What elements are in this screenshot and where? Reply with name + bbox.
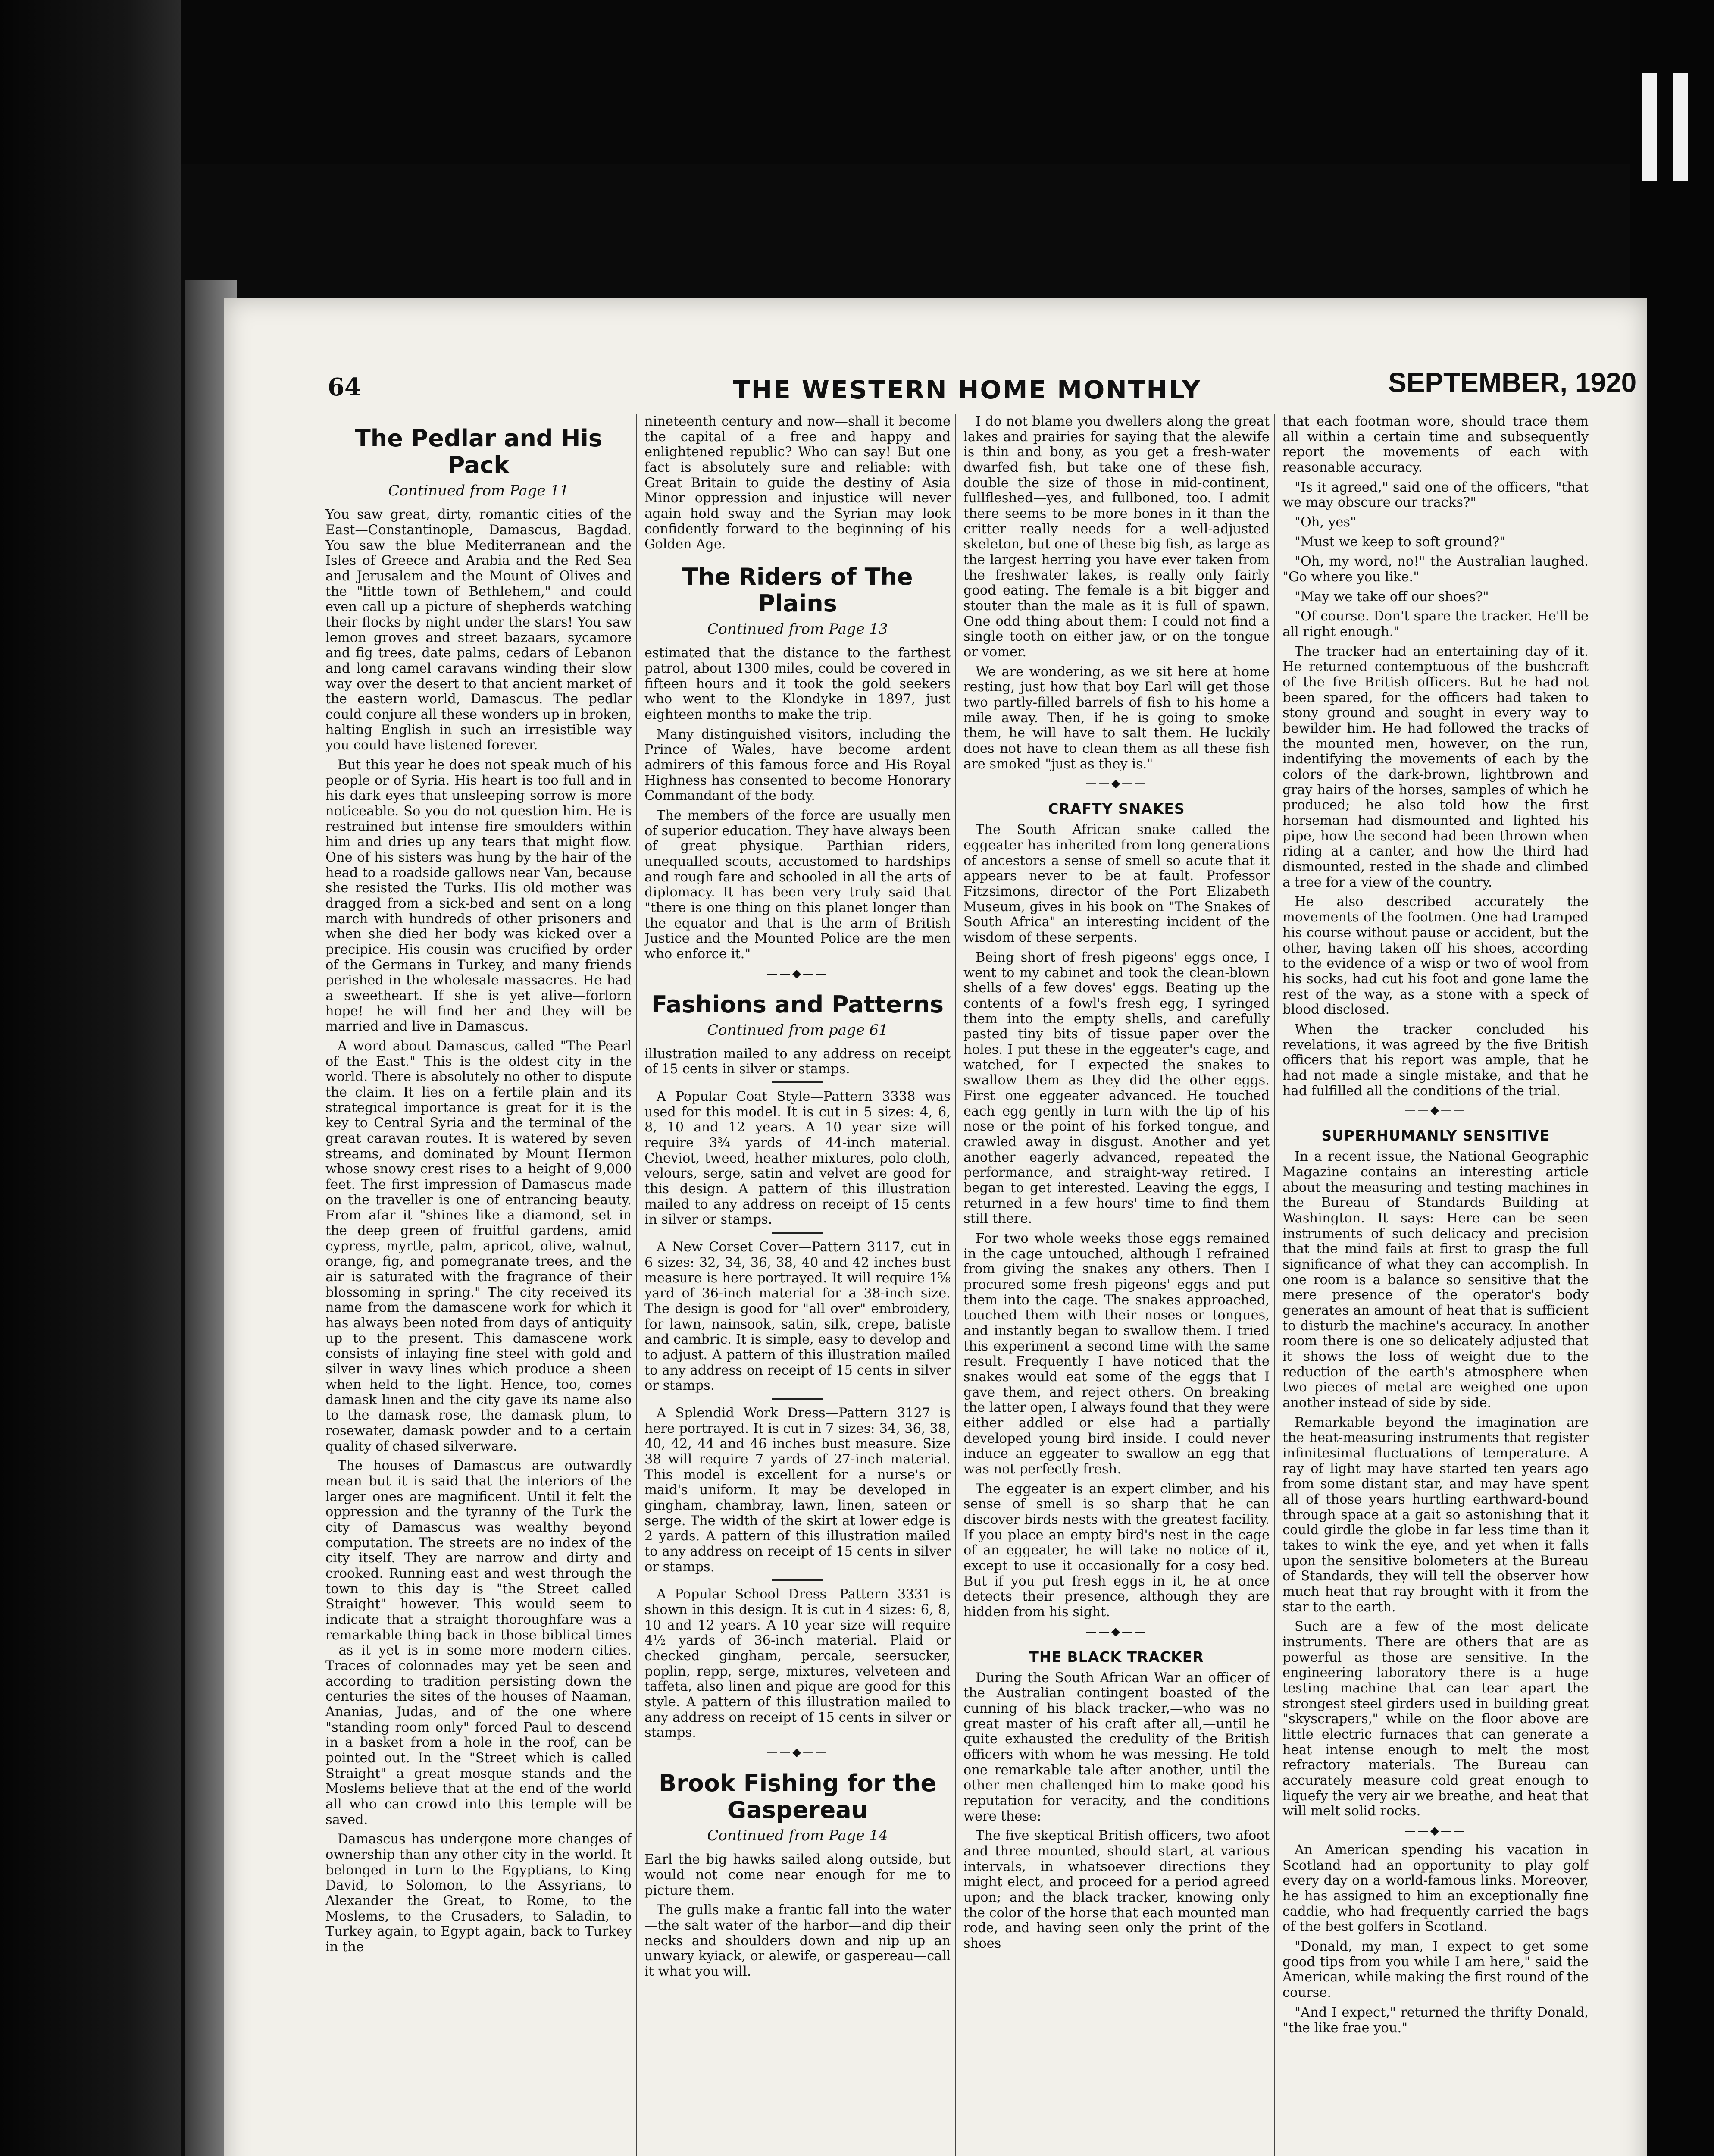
paragraph: A word about Damascus, called "The Pearl of the East." This is the oldest city in the world. There is absolutely no other to dispute the claim. It lies on a fertile plain and its strategical importance is great for it is the key to Central Syria and the terminal of the great caravan routes. It is watered by seven streams, and dominated by Mount Hermon whose snowy crest rises to a height of 9,000 feet. The first impression of Damascus made on the traveller is one of entrancing beauty. From afar it "shines like a diamond, set in the deep green of fruitful gardens, amid cypress, myrtle, palm, apricot, olive, walnut, orange, fig, and pomegranate trees, and the air is saturated with the fragrance of their blossoming in spring." The city received its name from the damascene work for which it has always been noted from days of antiquity up to the present. This damascene work consists of inlaying fine steel with gold and silver in wavy lines which produce a sheen when held to the light. Hence, too, comes damask linen and the city gave its name also to the damask rose, the damask plum, to rosewater, damask powder and to a certain quality of chased silverware.: [325, 1039, 632, 1454]
paragraph: "Must we keep to soft ground?": [1295, 534, 1506, 550]
column-2: [644, 414, 951, 2156]
ornament-separator: [1282, 1104, 1589, 1117]
paragraph: Remarkable beyond the imagination are the heat-measuring instruments that register infinitesimal fluctuations of temperature. A ray of light may have started ten years ago from some distant star, and may have spent all of those years hurtling earthward-bound through space at a gait so astonishing that it could girdle the globe in far less time than it takes to wink the eye, and yet when it falls upon the sensitive bolometers at the Bureau of Standards, they will tell the observer how much heat that ray brought with it from the star to the earth.: [1282, 1415, 1589, 1615]
paragraph: A Popular Coat Style—Pattern 3338 was used for this model. It is cut in 5 sizes: 4, 6, 8, 10 and 12 years. A 10 year size will require 3¾ yards of 44-inch material. Cheviot, tweed, heather mixtures, polo cloth, velours, serge, satin and velvet are good for this design. A pattern of this illustration mailed to any address on receipt of 15 cents in silver or stamps.: [644, 1089, 951, 1228]
paragraph: The tracker had an entertaining day of it. He returned contemptuous of the bushcraft of the five British officers. But he had not been spared, for the officers had taken to stony ground and sought in every way to bewilder him. He had followed the tracks of the mounted men, however, on the run, indentifying the movements of each by the colors of the dark-brown, lightbrown and gray hairs of the horses, samples of which he produced; he also told how the first horseman had dismounted and lighted his pipe, how the second had been thrown when riding at a canter, and how the third had dismounted, rested in the shade and climbed a tree for a view of the country.: [1282, 644, 1589, 890]
paragraph: The five skeptical British officers, two afoot and three mounted, should start, at various intervals, in whatsoever directions they might elect, and proceed for a period agreed upon; and the black tracker, knowing only the color of the horse that each mounted man rode, and having seen only the print of the shoes: [963, 1828, 1270, 1952]
newspaper-page: [224, 298, 1647, 2156]
film-edge-left: [0, 0, 181, 2156]
article-title-pedlar: The Pedlar and His Pack: [354, 425, 603, 479]
short-rule: [772, 1579, 823, 1581]
paragraph: "Oh, yes": [1295, 515, 1357, 530]
paragraph: The houses of Damascus are outwardly mean but it is said that the interiors of the larger ones are magnificent. Until it felt the oppression and the tyranny of the Turk the city of Damascus was wealthy beyond computation. The streets are no index of the city itself. They are narrow and dirty and crooked. Running east and west through the town to this day is "the Street called Straight" however. This would seem to indicate that a straight thoroughfare was a remarkable thing back in those biblical times—as it yet is in some more modern cities. Traces of colonnades may yet be seen and according to tradition persisting down the centuries the sites of the houses of Naaman, Ananias, Judas, and of the one where "standing room only" forced Paul to descend in a basket from a hole in the roof, can be pointed out. In the "Street which is called Straight" a great mosque stands and the Moslems believe that at the end of the world all who can crowd into this temple will be saved.: [325, 1458, 632, 1827]
film-perforation: [1673, 73, 1688, 181]
paragraph: I do not blame you dwellers along the great lakes and prairies for saying that the alewife is thin and bony, as you get a fresh-water dwarfed fish, but take one of these fish, double the size of those in mid-continent, fullfleshed—yes, and fullboned, too. I admit there seems to be more bones in it than the critter really needs for a well-adjusted skeleton, but one of these big fish, as large as the largest herring you have ever taken from the freshwater lakes, is really only fairly good eating. The female is a bit bigger and stouter than the male as it is full of spawn. One odd thing about them: I could not find a single tooth on either jaw, or on the tongue or vomer.: [963, 414, 1270, 660]
paragraph: "Donald, my man, I expect to get some good tips from you while I am here," said the American, while making the first round of the course.: [1282, 1939, 1589, 2001]
paragraph: The gulls make a frantic fall into the water—the salt water of the harbor—and dip their necks and shoulders down and nip up an unwary kyiack, or alewife, or gaspereau—call it what you will.: [644, 1902, 951, 1979]
paragraph: "Is it agreed," said one of the officers, "that we may obscure our tracks?": [1282, 479, 1589, 511]
paragraph: When the tracker concluded his revelations, it was agreed by the five British officers that his report was ample, that he had not made a single mistake, and that he had fulfilled all the conditions of the trial.: [1282, 1022, 1589, 1099]
paragraph: "Of course. Don't spare the tracker. He'll be all right enough.": [1282, 609, 1589, 640]
paragraph: estimated that the distance to the farthest patrol, about 1300 miles, could be covered in fifteen hours and it took the gold seekers who went to the Klondyke in 1897, just eighteen months to make the trip.: [644, 646, 951, 722]
continued-note: Continued from Page 11: [388, 482, 569, 500]
article-title-crafty-snakes: CRAFTY SNAKES: [1048, 800, 1185, 818]
paragraph: He also described accurately the movements of the footmen. One had tramped his course without pause or accident, but the other, having taken off his shoes, according to the evidence of a wisp or two of wool from his socks, had cut his foot and gone lame the rest of the way, as a stone with a speck of blood disclosed.: [1282, 894, 1589, 1018]
article-title-fashions: Fashions and Patterns: [651, 990, 944, 1018]
column-4: [1282, 414, 1589, 2156]
masthead: THE WESTERN HOME MONTHLY: [733, 375, 1201, 404]
paragraph: During the South African War an officer of the Australian contingent boasted of the cunning of his black tracker,—who was no great master of his craft after all,—until he quite exhausted the credulity of the British officers with whom he was messing. He told one remarkable tale after another, until the other men challenged him to make good his reputation for veracity, and the conditions were these:: [963, 1670, 1270, 1824]
page-header: [224, 298, 1647, 404]
article-title-brook-fishing: Brook Fishing for the Gaspereau: [659, 1769, 936, 1824]
paragraph: "May we take off our shoes?": [1295, 589, 1489, 605]
paragraph: Many distinguished visitors, including the Prince of Wales, have become ardent admirers of this famous force and His Royal Highness has consented to become Honorary Commandant of the body.: [644, 727, 951, 804]
scanner-frame-top: [0, 0, 1714, 164]
short-rule: [772, 1232, 823, 1234]
paragraph: "And I expect," returned the thrifty Donald, "the like frae you.": [1282, 2005, 1589, 2036]
continued-note: Continued from page 61: [707, 1021, 888, 1039]
ornament-separator: [644, 967, 951, 980]
paragraph: Damascus has undergone more changes of ownership than any other city in the world. It belonged in turn to the Egyptians, to King David, to Solomon, to the Assyrians, to Alexander the Great, to Rome, to the Moslems, to the Crusaders, to Saladin, to Turkey again, to Egypt again, back to Turkey in the: [325, 1832, 632, 1955]
ornament-separator: [963, 1625, 1270, 1638]
page-number: 64: [328, 373, 361, 401]
article-title-riders: The Riders of The Plains: [682, 563, 913, 617]
paragraph: A Splendid Work Dress—Pattern 3127 is here portrayed. It is cut in 7 sizes: 34, 36, 38, 40, 42, 44 and 46 inches bust measure. Size 38 will require 7 yards of 27-inch material. This model is excellent for a nurse's or maid's uniform. It may be developed in gingham, chambray, lawn, linen, sateen or serge. The width of the skirt at lower edge is 2 yards. A pattern of this illustration mailed to any address on receipt of 15 cents in silver or stamps.: [644, 1405, 951, 1575]
column-3: [963, 414, 1270, 2156]
paragraph: Being short of fresh pigeons' eggs once, I went to my cabinet and took the clean-blown shells of a few doves' eggs. Beating up the contents of a fowl's fresh egg, I syringed them into the empty shells, and carefully pasted tiny bits of tissue paper over the holes. I put these in the eggeater's cage, and watched, for I expected the snakes to swallow them as they did the other eggs. First one eggeater advanced. He touched each egg gently in turn with the tip of his nose or the point of his forked tongue, and crawled away in disgust. Another and yet another eagerly advanced, repeated the performance, and straight-way retired. I began to get interested. Leaving the eggs, I returned in a few hours' time to find them still there.: [963, 950, 1270, 1227]
short-rule: [772, 1081, 823, 1083]
short-rule: [772, 1398, 823, 1400]
paragraph: For two whole weeks those eggs remained in the cage untouched, although I refrained from giving the snakes any others. Then I procured some fresh pigeons' eggs and put them into the cage. The snakes approached, touched them with their noses or tongues, and instantly began to swallow them. I tried this experiment a second time with the same result. Frequently I have noticed that the snakes would eat some of the eggs that I gave them, and reject others. On breaking the latter open, I always found that they were either addled or else had a partially developed young bird inside. I could never induce an eggeater to swallow an egg that was not perfectly fresh.: [963, 1231, 1270, 1477]
paragraph: The eggeater is an expert climber, and his sense of smell is so sharp that he can discover birds nests with the greatest facility. If you place an empty bird's nest in the cage of an eggeater, he will take no notice of it, except to use it occasionally for a cosy bed. But if you put fresh eggs in it, he at once detects their presence, although they are hidden from his sight.: [963, 1481, 1270, 1620]
paragraph: nineteenth century and now—shall it become the capital of a free and happy and enlightened republic? Who can say! But one fact is absolutely sure and reliable: with Great Britain to guide the destiny of Asia Minor oppression and injustice will never again hold sway and the Syrian may look confidently forward to the beginning of his Golden Age.: [644, 414, 951, 552]
paragraph: that each footman wore, should trace them all within a certain time and subsequently report the movements of each with reasonable accuracy.: [1282, 414, 1589, 476]
article-title-black-tracker: THE BLACK TRACKER: [1029, 1648, 1204, 1665]
column-rule: [636, 414, 637, 2156]
column-rule: [1274, 414, 1275, 2156]
paragraph: In a recent issue, the National Geographic Magazine contains an interesting article about the measuring and testing machines in the Bureau of Standards Building at Washington. It says: Here can be seen instruments of such delicacy and precision that the mind fails at first to grasp the full significance of what they can accomplish. In one room is a balance so sensitive that the mere presence of the operator's body generates an amount of heat that is sufficient to disturb the machine's accuracy. In another room there is one so delicately adjusted that it shows the loss of weight due to the reduction of the earth's atmosphere when two pieces of metal are weighed one upon another instead of side by side.: [1282, 1149, 1589, 1410]
ornament-separator: [963, 777, 1270, 790]
continued-note: Continued from Page 13: [707, 620, 888, 638]
paragraph: An American spending his vacation in Scotland had an opportunity to play golf every day on a world-famous links. Moreover, he has assigned to him an exceptionally fine caddie, who had frequently carried the bags of the best golfers in Scotland.: [1282, 1843, 1589, 1935]
column-1: [325, 414, 632, 2156]
ornament-separator: [1282, 1824, 1589, 1837]
paragraph: illustration mailed to any address on receipt of 15 cents in silver or stamps.: [644, 1046, 951, 1077]
ornament-separator: [644, 1746, 951, 1759]
paragraph: We are wondering, as we sit here at home resting, just how that boy Earl will get those two partly-filled barrels of fish to his home a mile away. Then, if he is going to smoke them, he will have to salt them. He luckily does not have to clean them as all these fish are smoked "just as they is.": [963, 664, 1270, 772]
paragraph: Earl the big hawks sailed along outside, but would not come near enough for me to picture them.: [644, 1852, 951, 1898]
paragraph: A Popular School Dress—Pattern 3331 is shown in this design. It is cut in 4 sizes: 6, 8, 10 and 12 years. A 10 year size will require 4½ yards of 36-inch material. Plaid or checked gingham, percale, seersucker, poplin, repp, serge, mixtures, velveteen and taffeta, also linen and pique are good for this style. A pattern of this illustration mailed to any address on receipt of 15 cents in silver or stamps.: [644, 1587, 951, 1741]
paragraph: Such are a few of the most delicate instruments. There are others that are as powerful as those are sensitive. In the engineering laboratory there is a huge testing machine that can tear apart the strongest steel girders used in building great "skyscrapers," while on the floor above are little electric furnaces that can generate a heat intense enough to melt the most refractory materials. The Bureau can accurately measure cold great enough to liquefy the very air we breathe, and heat that will melt solid rocks.: [1282, 1619, 1589, 1819]
paragraph: "Oh, my word, no!" the Australian laughed. "Go where you like.": [1282, 554, 1589, 585]
article-title-superhumanly-sensitive: SUPERHUMANLY SENSITIVE: [1321, 1127, 1550, 1144]
film-perforation: [1642, 73, 1657, 181]
column-rule: [955, 414, 956, 2156]
paragraph: You saw great, dirty, romantic cities of the East—Constantinople, Damascus, Bagdad. You saw the blue Mediterranean and the Isles of Greece and Arabia and the Red Sea and Jerusalem and the Mount of Olives and the "little town of Bethlehem," and could even call up a picture of shepherds watching their flocks by night under the stars! You saw lemon groves and street bazaars, sycamore and fig trees, date palms, cedars of Lebanon and long camel caravans winding their slow way over the desert to that ancient market of the eastern world, Damascus. The pedlar could conjure all these wonders up in broken, halting English in such an irresistible way you could have listened forever.: [325, 507, 632, 753]
paragraph: The members of the force are usually men of superior education. They have always been of great physique. Parthian riders, unequalled scouts, accustomed to hardships and rough fare and schooled in all the arts of diplomacy. It has been very truly said that "there is one thing on this planet longer than the equator and that is the arm of British Justice and the Mounted Police are the men who enforce it.": [644, 808, 951, 962]
paragraph: The South African snake called the eggeater has inherited from long generations of ancestors a sense of smell so acute that it appears never to be at fault. Professor Fitzsimons, director of the Port Elizabeth Museum, gives in his book on "The Snakes of South Africa" an interesting incident of the wisdom of these serpents.: [963, 822, 1270, 946]
paragraph: A New Corset Cover—Pattern 3117, cut in 6 sizes: 32, 34, 36, 38, 40 and 42 inches bust measure is here portrayed. It will require 1⅝ yard of 36-inch material for a 38-inch size. The design is good for "all over" embroidery, for lawn, nainsook, satin, silk, crepe, batiste and cambric. It is simple, easy to develop and to adjust. A pattern of this illustration mailed to any address on receipt of 15 cents in silver or stamps.: [644, 1240, 951, 1394]
continued-note: Continued from Page 14: [707, 1827, 888, 1845]
paragraph: But this year he does not speak much of his people or of Syria. His heart is too full and in his dark eyes that unsleeping sorrow is more noticeable. So you do not question him. He is restrained but intense fire smoulders within him and dries up any tears that might flow. One of his sisters was hung by the hair of the head to a roadside gallows near Van, because she resisted the Turks. His old mother was dragged from a sick-bed and sent on a long march with hundreds of other prisoners and when she died her body was kicked over a precipice. His cousin was crucified by order of the Germans in Turkey, and many friends perished in the wholesale massacres. He had a sweetheart. If she is yet alive—forlorn hope!—he will find her and they will be married and live in Damascus.: [325, 757, 632, 1034]
issue-date: SEPTEMBER, 1920: [1388, 367, 1637, 398]
